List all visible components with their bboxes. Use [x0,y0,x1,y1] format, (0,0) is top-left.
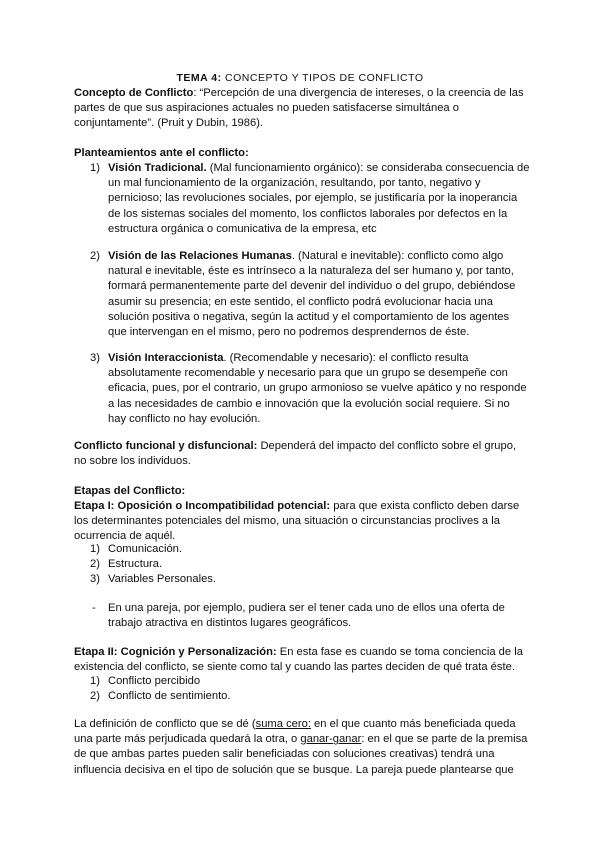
list-item-vision-relaciones-humanas [108,249,530,340]
list-number: 1) [90,162,100,174]
etapa2-label: Etapa II: Cognición y Personalización: [74,646,277,658]
item-label: Visión de las Relaciones Humanas [108,250,292,262]
list-item-comunicacion: Comunicación. [108,543,182,555]
page-title [0,71,600,86]
funcional-paragraph [74,439,529,469]
definicion-paragraph: La definición de conflicto que se dé (suma cero: en el que cuanto más beneficiada queda una parte más perjudicada quedará la otra, o ganar-ganar: en el que se parte de la premisa de que ambas partes pueden salir beneficiadas con soluciones creativas) tendrá una influencia decisiva en el tipo de solución que se busque. La pareja puede plantearse que [74,718,528,776]
ganar-ganar-term: ganar-ganar [300,733,362,746]
suma-cero-term: suma cero: [255,718,311,730]
dash-bullet: - [92,602,96,614]
item-text: (Mal funcionamiento orgánico): se consideraba consecuencia de un mal funcionamiento de la organización, resultando, por tanto, negativo y pernicioso; las revoluciones sociales, por ejemplo, se justificaría por la inoperancia de los sistemas sociales del momento, los conflictos laborales por defectos en la estructura orgánica o comunicativa de la empresa, etc [108,162,530,235]
etapa2-text: En esta fase es cuando se toma conciencia de la existencia del conflicto, se siente como tal y cuando las partes deciden de qué trata éste. [74,646,523,674]
item-label: Visión Tradicional. [108,162,207,174]
list-number: 3) [90,352,100,364]
list-item-estructura: Estructura. [108,558,163,570]
title-rest: CONCEPTO Y TIPOS DE CONFLICTO [221,72,424,84]
funcional-text: Dependerá del impacto del conflicto sobre el grupo, no sobre los individuos. [74,440,517,468]
concepto-label: Concepto de Conflicto [74,87,194,99]
list-number: 1) [90,675,100,687]
list-item-conflicto-percibido: Conflicto percibido [108,675,201,687]
item-text: . (Natural e inevitable): conflicto como algo natural e inevitable, éste es intrínseco a la naturaleza del ser humano y, por tanto, formará permanentemente parte del devenir del individuo o del grupo, debiéndose asumir su presencia; en este sentido, el conflicto podrá evolucionar hacia una solución positiva o negativa, según la actitud y el comportamiento de los agentes que intervengan en el mismo, pero no podremos desprendernos de éste. [108,250,516,339]
list-number: 2) [90,558,100,570]
etapa1-label: Etapa I: Oposición o Incompatibilidad potencial: [74,500,331,512]
planteamientos-heading: Planteamientos ante el conflicto: [74,147,249,159]
etapa1-paragraph [74,499,529,545]
title-bold: TEMA 4: [176,72,222,84]
list-item-conflicto-sentimiento: Conflicto de sentimiento. [108,690,231,702]
etapas-heading: Etapas del Conflicto: [74,485,186,497]
concepto-text: : “Percepción de una divergencia de intereses, o la creencia de las partes de que sus aspiraciones actuales no pueden satisfacerse simultánea o conjuntamente”. (Pruit y Dubin, 1986). [74,87,524,130]
list-number: 2) [90,250,100,262]
etapa2-paragraph [74,645,529,675]
etapa1-example: En una pareja, por ejemplo, pudiera ser el tener cada uno de ellos una oferta de trabajo atractiva en distintos lugares geográficos. [108,602,505,630]
list-item-variables-personales: Variables Personales. [108,573,216,585]
list-number: 3) [90,573,100,585]
list-item-vision-interaccionista [108,351,530,427]
funcional-label: Conflicto funcional y disfuncional: [74,440,258,452]
concepto-paragraph [74,86,529,132]
item-label: Visión Interaccionista [108,352,224,364]
list-number: 1) [90,543,100,555]
etapa1-text: para que exista conflicto deben darse los determinantes potenciales del mismo, una situación o circunstancias proclives a la ocurrencia de aquél. [74,500,520,543]
item-text: . (Recomendable y necesario): el conflicto resulta absolutamente recomendable y necesario para que un grupo se desempeñe con eficacia, pues, por el contrario, un grupo armonioso se vuelve apático y no responde a las necesidades de cambio e innovación que la evolución social requiere. Si no hay conflicto no hay evolución. [108,352,527,425]
list-item-vision-tradicional [108,161,530,237]
list-number: 2) [90,690,100,702]
